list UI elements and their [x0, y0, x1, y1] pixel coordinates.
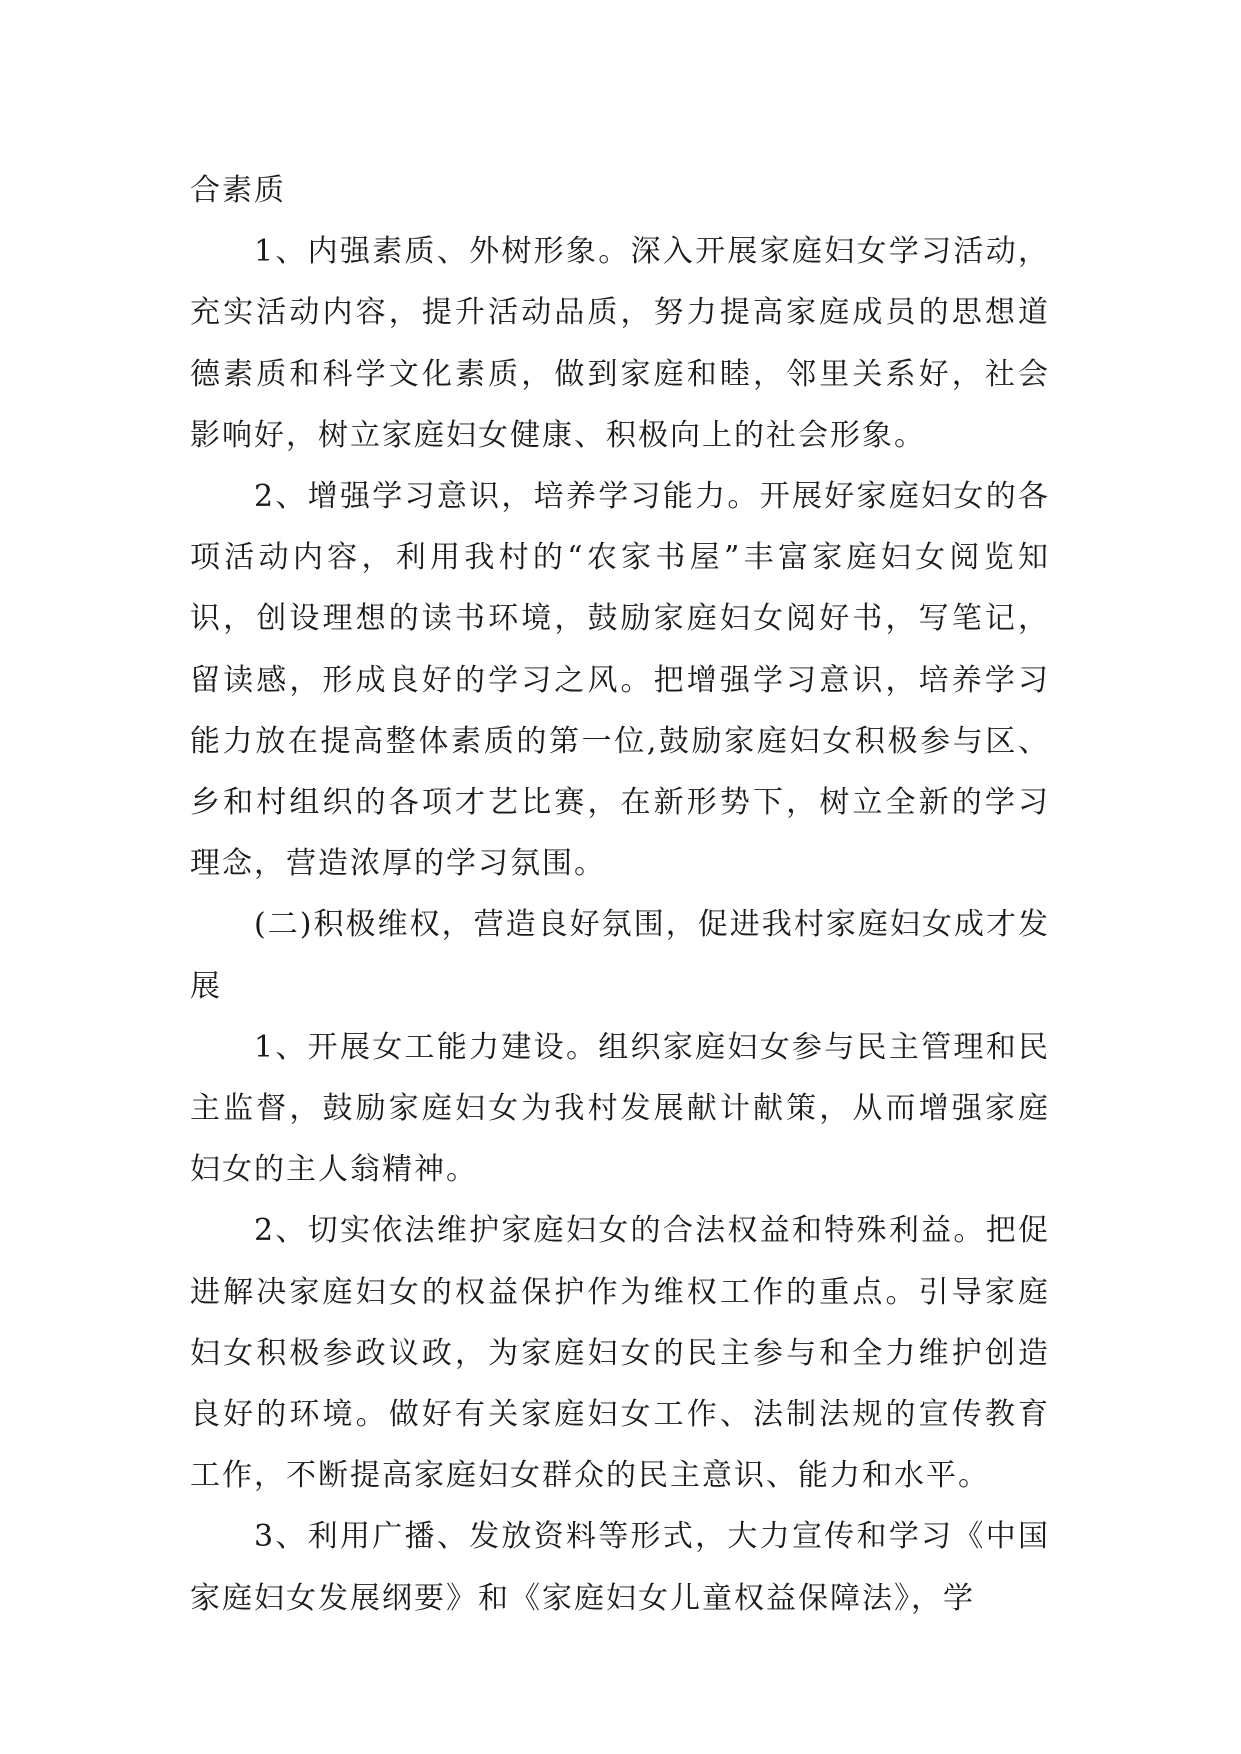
document-body: [190, 160, 1050, 1629]
paragraph-item-2-rights: 2、切实依法维护家庭妇女的合法权益和特殊利益。把促进解决家庭妇女的权益保护作为维权工作的重点。引导家庭妇女积极参政议政，为家庭妇女的民主参与和全力维护创造良好的环境。做好有关家庭妇女工作、法制法规的宣传教育工作，不断提高家庭妇女群众的民主意识、能力和水平。: [190, 1213, 1050, 1494]
paragraph-continuation: 合素质: [190, 173, 286, 208]
paragraph-item-1-capacity: 1、开展女工能力建设。组织家庭妇女参与民主管理和民主监督，鼓励家庭妇女为我村发展献计献策，从而增强家庭妇女的主人翁精神。: [190, 1029, 1050, 1188]
section-heading-rights: (二)积极维权，营造良好氛围，促进我村家庭妇女成才发展: [190, 907, 1050, 1004]
paragraph-item-1-quality: 1、内强素质、外树形象。深入开展家庭妇女学习活动，充实活动内容，提升活动品质，努力提高家庭成员的思想道德素质和科学文化素质，做到家庭和睦，邻里关系好，社会影响好，树立家庭妇女健康、积极向上的社会形象。: [190, 234, 1050, 453]
paragraph-item-3-publicity: 3、利用广播、发放资料等形式，大力宣传和学习《中国家庭妇女发展纲要》和《家庭妇女儿童权益保障法》，学: [190, 1519, 1050, 1616]
paragraph-item-2-learning: 2、增强学习意识，培养学习能力。开展好家庭妇女的各项活动内容，利用我村的“农家书屋”丰富家庭妇女阅览知识，创设理想的读书环境，鼓励家庭妇女阅好书，写笔记，留读感，形成良好的学习之风。把增强学习意识，培养学习能力放在提高整体素质的第一位,鼓励家庭妇女积极参与区、乡和村组织的各项才艺比赛，在新形势下，树立全新的学习理念，营造浓厚的学习氛围。: [190, 479, 1050, 882]
